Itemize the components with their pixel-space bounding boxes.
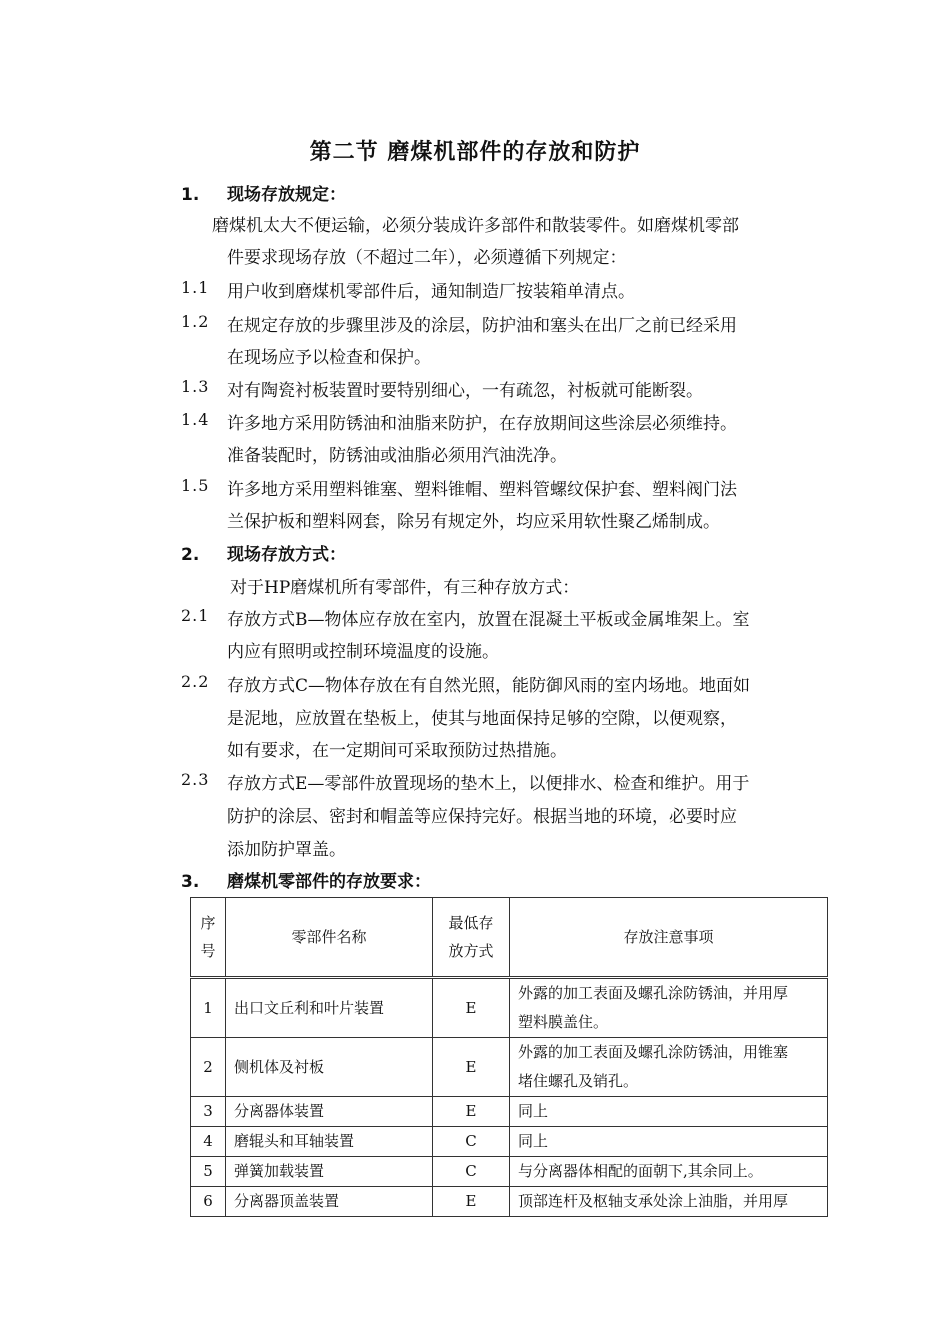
- cell-mode: C: [433, 1127, 510, 1157]
- notes-line: 塑料膜盖住。: [518, 1013, 609, 1031]
- section-number: 2.: [181, 545, 200, 565]
- cell-no: 6: [191, 1187, 226, 1217]
- paragraph-line: 是泥地，应放置在垫板上，使其与地面保持足够的空隙，以便观察，: [227, 709, 737, 729]
- cell-no: 5: [191, 1157, 226, 1187]
- header-cell-notes: 存放注意事项: [510, 898, 828, 978]
- cell-notes: 同上: [510, 1127, 828, 1157]
- header-text: 最低存: [448, 914, 494, 932]
- paragraph-line: 添加防护罩盖。: [227, 840, 346, 860]
- section-3-heading: [181, 867, 431, 892]
- cell-name: 分离器顶盖装置: [226, 1187, 433, 1217]
- header-cell-mode: [433, 898, 510, 978]
- paragraph-line: 存放方式E—零部件放置现场的垫木上，以便排水、检查和维护。用于: [227, 774, 750, 794]
- cell-no: 2: [191, 1038, 226, 1097]
- section-title: 磨煤机零部件的存放要求：: [227, 872, 431, 892]
- paragraph-line: 防护的涂层、密封和帽盖等应保持完好。根据当地的环境，必要时应: [227, 807, 737, 827]
- cell-notes: [510, 978, 828, 1038]
- paragraph-line: 存放方式B—物体应存放在室内，放置在混凝土平板或金属堆架上。室: [227, 610, 750, 630]
- cell-name: 出口文丘利和叶片装置: [226, 978, 433, 1038]
- cell-mode: C: [433, 1157, 510, 1187]
- paragraph-line: 在规定存放的步骤里涉及的涂层，防护油和塞头在出厂之前已经采用: [227, 316, 737, 336]
- notes-line: 堵住螺孔及销孔。: [518, 1072, 639, 1090]
- cell-notes: [510, 1038, 828, 1097]
- cell-mode: E: [433, 1038, 510, 1097]
- cell-no: 1: [191, 978, 226, 1038]
- paragraph-line: 兰保护板和塑料网套，除另有规定外，均应采用软性聚乙烯制成。: [227, 512, 720, 532]
- header-text: 放方式: [448, 942, 494, 960]
- paragraph-line: 对有陶瓷衬板装置时要特别细心，一有疏忽，衬板就可能断裂。: [227, 381, 703, 401]
- table-row: [191, 1187, 828, 1217]
- cell-name: 磨辊头和耳轴装置: [226, 1127, 433, 1157]
- cell-no: 3: [191, 1097, 226, 1127]
- paragraph-line: 许多地方采用塑料锥塞、塑料锥帽、塑料管螺纹保护套、塑料阀门法: [227, 480, 737, 500]
- cell-name: 弹簧加载装置: [226, 1157, 433, 1187]
- section-2-heading: [181, 540, 346, 565]
- item-number: 2.1: [181, 606, 210, 625]
- paragraph-line: 如有要求，在一定期间可采取预防过热措施。: [227, 741, 567, 761]
- header-cell-no: [191, 898, 226, 978]
- cell-name: 侧机体及衬板: [226, 1038, 433, 1097]
- item-number: 2.3: [181, 770, 210, 789]
- paragraph-line: 存放方式C—物体存放在有自然光照，能防御风雨的室内场地。地面如: [227, 676, 751, 696]
- cell-mode: E: [433, 1187, 510, 1217]
- paragraph-line: 磨煤机太大不便运输，必须分装成许多部件和散装零件。如磨煤机零部: [212, 216, 739, 236]
- table-row: [191, 1157, 828, 1187]
- header-cell-name: 零部件名称: [226, 898, 433, 978]
- table-row: [191, 1097, 828, 1127]
- cell-mode: E: [433, 978, 510, 1038]
- cell-no: 4: [191, 1127, 226, 1157]
- section-number: 1.: [181, 185, 200, 205]
- paragraph-line: 内应有照明或控制环境温度的设施。: [227, 642, 499, 662]
- paragraph-line: 准备装配时，防锈油或油脂必须用汽油洗净。: [227, 446, 567, 466]
- table-row: [191, 1038, 828, 1097]
- cell-mode: E: [433, 1097, 510, 1127]
- table-row: [191, 1127, 828, 1157]
- item-number: 1.3: [181, 377, 210, 396]
- header-text: 序: [200, 914, 216, 932]
- item-number: 2.2: [181, 672, 210, 691]
- item-number: 1.5: [181, 476, 210, 495]
- section-title: 现场存放规定：: [227, 185, 346, 205]
- notes-line: 外露的加工表面及螺孔涂防锈油，并用厚: [518, 984, 789, 1002]
- section-title: 现场存放方式：: [227, 545, 346, 565]
- paragraph-line: 对于HP磨煤机所有零部件，有三种存放方式：: [230, 578, 580, 598]
- paragraph-line: 件要求现场存放（不超过二年），必须遵循下列规定：: [227, 248, 627, 268]
- paragraph-line: 用户收到磨煤机零部件后，通知制造厂按装箱单清点。: [227, 282, 635, 302]
- header-text: 号: [200, 942, 216, 960]
- notes-line: 外露的加工表面及螺孔涂防锈油，用锥塞: [518, 1043, 789, 1061]
- item-number: 1.4: [181, 410, 210, 429]
- paragraph-line: 在现场应予以检查和保护。: [227, 348, 431, 368]
- item-number: 1.1: [181, 278, 210, 297]
- section-number: 3.: [181, 872, 200, 892]
- storage-requirements-table: [190, 897, 828, 1217]
- page-title: 第二节 磨煤机部件的存放和防护: [309, 140, 641, 165]
- cell-notes: 同上: [510, 1097, 828, 1127]
- cell-name: 分离器体装置: [226, 1097, 433, 1127]
- cell-notes: 顶部连杆及枢轴支承处涂上油脂，并用厚: [510, 1187, 828, 1217]
- item-number: 1.2: [181, 312, 210, 331]
- table-header-row: [191, 898, 828, 978]
- cell-notes: 与分离器体相配的面朝下,其余同上。: [510, 1157, 828, 1187]
- paragraph-line: 许多地方采用防锈油和油脂来防护，在存放期间这些涂层必须维持。: [227, 414, 737, 434]
- section-1-heading: [181, 180, 346, 205]
- table-row: [191, 978, 828, 1038]
